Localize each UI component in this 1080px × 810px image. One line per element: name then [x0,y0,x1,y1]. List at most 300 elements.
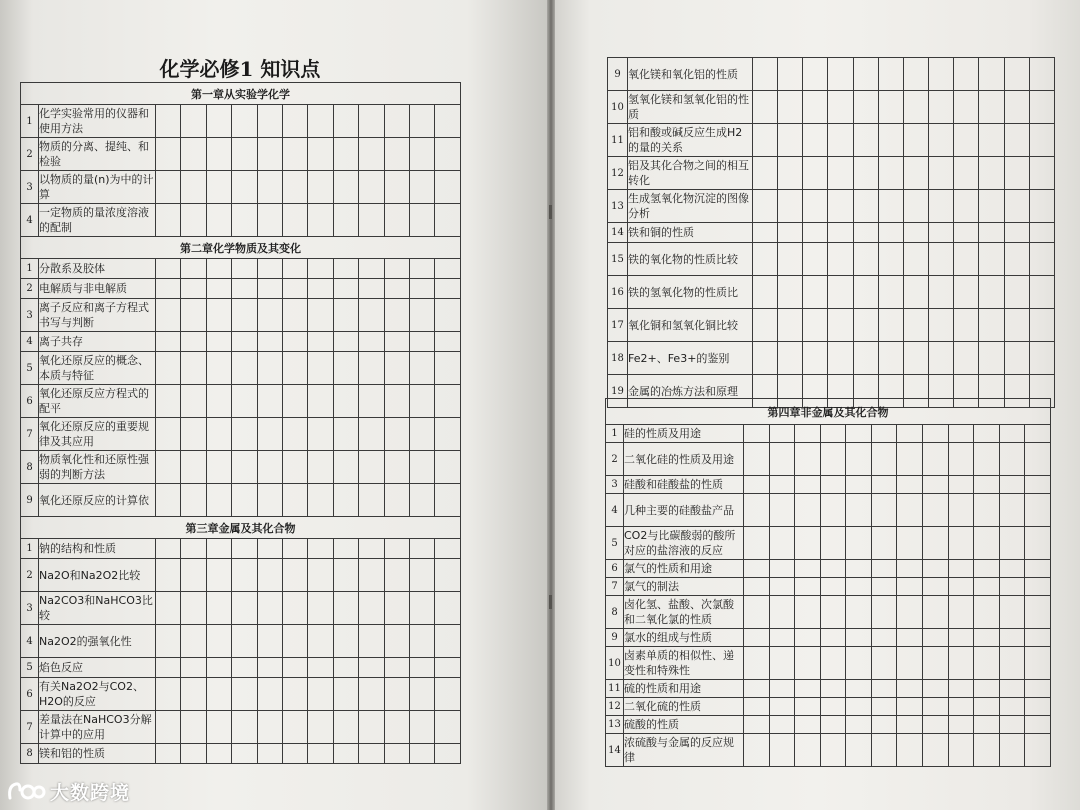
check-cell[interactable] [232,418,257,451]
check-cell[interactable] [778,276,803,309]
check-cell[interactable] [795,629,821,647]
check-cell[interactable] [257,299,282,332]
check-cell[interactable] [359,658,384,678]
check-cell[interactable] [853,223,878,243]
check-cell[interactable] [929,190,954,223]
check-cell[interactable] [181,332,206,352]
check-cell[interactable] [820,698,846,716]
check-cell[interactable] [778,58,803,91]
check-cell[interactable] [769,578,795,596]
check-cell[interactable] [853,58,878,91]
check-cell[interactable] [359,592,384,625]
check-cell[interactable] [853,124,878,157]
check-cell[interactable] [974,560,1000,578]
check-cell[interactable] [803,124,828,157]
check-cell[interactable] [206,592,231,625]
check-cell[interactable] [753,342,778,375]
check-cell[interactable] [1029,342,1054,375]
check-cell[interactable] [333,385,358,418]
check-cell[interactable] [903,91,928,124]
check-cell[interactable] [803,243,828,276]
check-cell[interactable] [283,299,308,332]
check-cell[interactable] [778,190,803,223]
check-cell[interactable] [435,658,460,678]
check-cell[interactable] [384,539,409,559]
check-cell[interactable] [753,91,778,124]
check-cell[interactable] [359,138,384,171]
check-cell[interactable] [846,716,872,734]
check-cell[interactable] [974,578,1000,596]
check-cell[interactable] [181,171,206,204]
check-cell[interactable] [1025,647,1051,680]
check-cell[interactable] [795,716,821,734]
check-cell[interactable] [156,259,181,279]
check-cell[interactable] [359,259,384,279]
check-cell[interactable] [384,332,409,352]
check-cell[interactable] [744,425,770,443]
check-cell[interactable] [954,157,979,190]
check-cell[interactable] [308,559,333,592]
check-cell[interactable] [435,559,460,592]
check-cell[interactable] [954,243,979,276]
check-cell[interactable] [803,309,828,342]
check-cell[interactable] [999,647,1025,680]
check-cell[interactable] [1025,476,1051,494]
check-cell[interactable] [897,476,923,494]
check-cell[interactable] [769,734,795,767]
check-cell[interactable] [308,259,333,279]
check-cell[interactable] [410,105,435,138]
check-cell[interactable] [974,494,1000,527]
check-cell[interactable] [948,698,974,716]
check-cell[interactable] [232,658,257,678]
check-cell[interactable] [803,223,828,243]
check-cell[interactable] [181,138,206,171]
check-cell[interactable] [308,279,333,299]
check-cell[interactable] [333,539,358,559]
check-cell[interactable] [897,734,923,767]
check-cell[interactable] [923,578,949,596]
check-cell[interactable] [232,451,257,484]
check-cell[interactable] [744,680,770,698]
check-cell[interactable] [435,451,460,484]
check-cell[interactable] [948,560,974,578]
check-cell[interactable] [1029,223,1054,243]
check-cell[interactable] [828,124,853,157]
check-cell[interactable] [999,596,1025,629]
check-cell[interactable] [878,157,903,190]
check-cell[interactable] [878,243,903,276]
check-cell[interactable] [384,279,409,299]
check-cell[interactable] [333,204,358,237]
check-cell[interactable] [257,559,282,592]
check-cell[interactable] [820,578,846,596]
check-cell[interactable] [828,157,853,190]
check-cell[interactable] [257,658,282,678]
check-cell[interactable] [232,204,257,237]
check-cell[interactable] [232,625,257,658]
check-cell[interactable] [1004,58,1029,91]
check-cell[interactable] [828,223,853,243]
check-cell[interactable] [1029,243,1054,276]
check-cell[interactable] [846,443,872,476]
check-cell[interactable] [753,124,778,157]
check-cell[interactable] [257,204,282,237]
check-cell[interactable] [283,171,308,204]
check-cell[interactable] [929,58,954,91]
check-cell[interactable] [897,596,923,629]
check-cell[interactable] [795,647,821,680]
check-cell[interactable] [803,190,828,223]
check-cell[interactable] [410,385,435,418]
check-cell[interactable] [828,190,853,223]
check-cell[interactable] [769,698,795,716]
check-cell[interactable] [257,451,282,484]
check-cell[interactable] [359,171,384,204]
check-cell[interactable] [1029,309,1054,342]
check-cell[interactable] [923,425,949,443]
check-cell[interactable] [206,385,231,418]
check-cell[interactable] [232,385,257,418]
check-cell[interactable] [156,711,181,744]
check-cell[interactable] [923,527,949,560]
check-cell[interactable] [871,425,897,443]
check-cell[interactable] [820,716,846,734]
check-cell[interactable] [846,560,872,578]
check-cell[interactable] [948,425,974,443]
check-cell[interactable] [1025,716,1051,734]
check-cell[interactable] [999,425,1025,443]
check-cell[interactable] [232,559,257,592]
check-cell[interactable] [206,171,231,204]
check-cell[interactable] [384,204,409,237]
check-cell[interactable] [846,527,872,560]
check-cell[interactable] [828,342,853,375]
check-cell[interactable] [410,259,435,279]
check-cell[interactable] [206,105,231,138]
check-cell[interactable] [820,680,846,698]
check-cell[interactable] [744,629,770,647]
check-cell[interactable] [979,309,1004,342]
check-cell[interactable] [923,560,949,578]
check-cell[interactable] [948,680,974,698]
check-cell[interactable] [923,629,949,647]
check-cell[interactable] [795,680,821,698]
check-cell[interactable] [853,276,878,309]
check-cell[interactable] [384,259,409,279]
check-cell[interactable] [435,678,460,711]
check-cell[interactable] [308,744,333,764]
check-cell[interactable] [846,578,872,596]
check-cell[interactable] [778,342,803,375]
check-cell[interactable] [897,647,923,680]
check-cell[interactable] [769,680,795,698]
check-cell[interactable] [878,124,903,157]
check-cell[interactable] [803,58,828,91]
check-cell[interactable] [257,105,282,138]
check-cell[interactable] [1025,560,1051,578]
check-cell[interactable] [308,658,333,678]
check-cell[interactable] [232,744,257,764]
check-cell[interactable] [1029,58,1054,91]
check-cell[interactable] [954,276,979,309]
check-cell[interactable] [333,279,358,299]
check-cell[interactable] [206,658,231,678]
check-cell[interactable] [948,734,974,767]
check-cell[interactable] [903,157,928,190]
check-cell[interactable] [778,309,803,342]
check-cell[interactable] [308,678,333,711]
check-cell[interactable] [871,560,897,578]
check-cell[interactable] [897,494,923,527]
check-cell[interactable] [820,443,846,476]
check-cell[interactable] [181,451,206,484]
check-cell[interactable] [1025,527,1051,560]
check-cell[interactable] [384,451,409,484]
check-cell[interactable] [283,744,308,764]
check-cell[interactable] [897,527,923,560]
check-cell[interactable] [1029,157,1054,190]
check-cell[interactable] [359,299,384,332]
check-cell[interactable] [156,678,181,711]
check-cell[interactable] [206,559,231,592]
check-cell[interactable] [803,91,828,124]
check-cell[interactable] [333,678,358,711]
check-cell[interactable] [156,332,181,352]
check-cell[interactable] [257,484,282,517]
check-cell[interactable] [923,476,949,494]
check-cell[interactable] [1004,124,1029,157]
check-cell[interactable] [948,494,974,527]
check-cell[interactable] [795,443,821,476]
check-cell[interactable] [181,658,206,678]
check-cell[interactable] [359,279,384,299]
check-cell[interactable] [769,716,795,734]
check-cell[interactable] [308,451,333,484]
check-cell[interactable] [923,734,949,767]
check-cell[interactable] [999,527,1025,560]
check-cell[interactable] [308,138,333,171]
check-cell[interactable] [769,629,795,647]
check-cell[interactable] [871,734,897,767]
check-cell[interactable] [828,309,853,342]
check-cell[interactable] [232,299,257,332]
check-cell[interactable] [257,711,282,744]
check-cell[interactable] [283,451,308,484]
check-cell[interactable] [333,138,358,171]
check-cell[interactable] [1025,425,1051,443]
check-cell[interactable] [1004,190,1029,223]
check-cell[interactable] [156,592,181,625]
check-cell[interactable] [232,138,257,171]
check-cell[interactable] [232,171,257,204]
check-cell[interactable] [979,190,1004,223]
check-cell[interactable] [206,484,231,517]
check-cell[interactable] [283,204,308,237]
check-cell[interactable] [795,698,821,716]
check-cell[interactable] [384,559,409,592]
check-cell[interactable] [929,342,954,375]
check-cell[interactable] [333,625,358,658]
check-cell[interactable] [871,443,897,476]
check-cell[interactable] [206,352,231,385]
check-cell[interactable] [778,124,803,157]
check-cell[interactable] [871,698,897,716]
check-cell[interactable] [897,443,923,476]
check-cell[interactable] [753,309,778,342]
check-cell[interactable] [929,124,954,157]
check-cell[interactable] [181,711,206,744]
check-cell[interactable] [435,105,460,138]
check-cell[interactable] [206,744,231,764]
check-cell[interactable] [257,678,282,711]
check-cell[interactable] [181,352,206,385]
check-cell[interactable] [871,578,897,596]
check-cell[interactable] [308,204,333,237]
check-cell[interactable] [871,680,897,698]
check-cell[interactable] [1025,596,1051,629]
check-cell[interactable] [903,243,928,276]
check-cell[interactable] [923,716,949,734]
check-cell[interactable] [206,539,231,559]
check-cell[interactable] [1004,157,1029,190]
check-cell[interactable] [333,592,358,625]
check-cell[interactable] [974,476,1000,494]
check-cell[interactable] [974,443,1000,476]
check-cell[interactable] [878,91,903,124]
check-cell[interactable] [871,476,897,494]
check-cell[interactable] [283,279,308,299]
check-cell[interactable] [753,58,778,91]
check-cell[interactable] [897,425,923,443]
check-cell[interactable] [929,309,954,342]
check-cell[interactable] [923,596,949,629]
check-cell[interactable] [410,559,435,592]
check-cell[interactable] [871,494,897,527]
check-cell[interactable] [1025,734,1051,767]
check-cell[interactable] [156,138,181,171]
check-cell[interactable] [897,698,923,716]
check-cell[interactable] [435,171,460,204]
check-cell[interactable] [435,204,460,237]
check-cell[interactable] [871,629,897,647]
check-cell[interactable] [903,124,928,157]
check-cell[interactable] [878,223,903,243]
check-cell[interactable] [753,276,778,309]
check-cell[interactable] [948,578,974,596]
check-cell[interactable] [871,716,897,734]
check-cell[interactable] [979,58,1004,91]
check-cell[interactable] [903,190,928,223]
check-cell[interactable] [897,578,923,596]
check-cell[interactable] [156,299,181,332]
check-cell[interactable] [954,309,979,342]
check-cell[interactable] [206,418,231,451]
check-cell[interactable] [384,658,409,678]
check-cell[interactable] [954,223,979,243]
check-cell[interactable] [954,190,979,223]
check-cell[interactable] [232,332,257,352]
check-cell[interactable] [283,105,308,138]
check-cell[interactable] [384,592,409,625]
check-cell[interactable] [744,596,770,629]
check-cell[interactable] [1025,578,1051,596]
check-cell[interactable] [206,138,231,171]
check-cell[interactable] [744,578,770,596]
check-cell[interactable] [828,58,853,91]
check-cell[interactable] [410,279,435,299]
check-cell[interactable] [820,596,846,629]
check-cell[interactable] [206,451,231,484]
check-cell[interactable] [1029,276,1054,309]
check-cell[interactable] [410,352,435,385]
check-cell[interactable] [846,734,872,767]
check-cell[interactable] [929,91,954,124]
check-cell[interactable] [384,678,409,711]
check-cell[interactable] [954,58,979,91]
check-cell[interactable] [308,539,333,559]
check-cell[interactable] [257,332,282,352]
check-cell[interactable] [206,711,231,744]
check-cell[interactable] [308,592,333,625]
check-cell[interactable] [283,625,308,658]
check-cell[interactable] [384,105,409,138]
check-cell[interactable] [979,157,1004,190]
check-cell[interactable] [1004,342,1029,375]
check-cell[interactable] [181,299,206,332]
check-cell[interactable] [283,352,308,385]
check-cell[interactable] [979,223,1004,243]
check-cell[interactable] [778,223,803,243]
check-cell[interactable] [232,678,257,711]
check-cell[interactable] [156,559,181,592]
check-cell[interactable] [948,716,974,734]
check-cell[interactable] [181,385,206,418]
check-cell[interactable] [999,560,1025,578]
check-cell[interactable] [948,596,974,629]
check-cell[interactable] [1029,190,1054,223]
check-cell[interactable] [903,223,928,243]
check-cell[interactable] [999,629,1025,647]
check-cell[interactable] [359,539,384,559]
check-cell[interactable] [206,332,231,352]
check-cell[interactable] [744,716,770,734]
check-cell[interactable] [384,385,409,418]
check-cell[interactable] [435,744,460,764]
check-cell[interactable] [257,279,282,299]
check-cell[interactable] [744,494,770,527]
check-cell[interactable] [878,342,903,375]
check-cell[interactable] [232,711,257,744]
check-cell[interactable] [232,484,257,517]
check-cell[interactable] [1004,243,1029,276]
check-cell[interactable] [999,476,1025,494]
check-cell[interactable] [156,204,181,237]
check-cell[interactable] [156,744,181,764]
check-cell[interactable] [359,418,384,451]
check-cell[interactable] [410,592,435,625]
check-cell[interactable] [897,560,923,578]
check-cell[interactable] [410,625,435,658]
check-cell[interactable] [156,539,181,559]
check-cell[interactable] [181,592,206,625]
check-cell[interactable] [744,734,770,767]
check-cell[interactable] [820,527,846,560]
check-cell[interactable] [803,342,828,375]
check-cell[interactable] [769,494,795,527]
check-cell[interactable] [206,678,231,711]
check-cell[interactable] [435,625,460,658]
